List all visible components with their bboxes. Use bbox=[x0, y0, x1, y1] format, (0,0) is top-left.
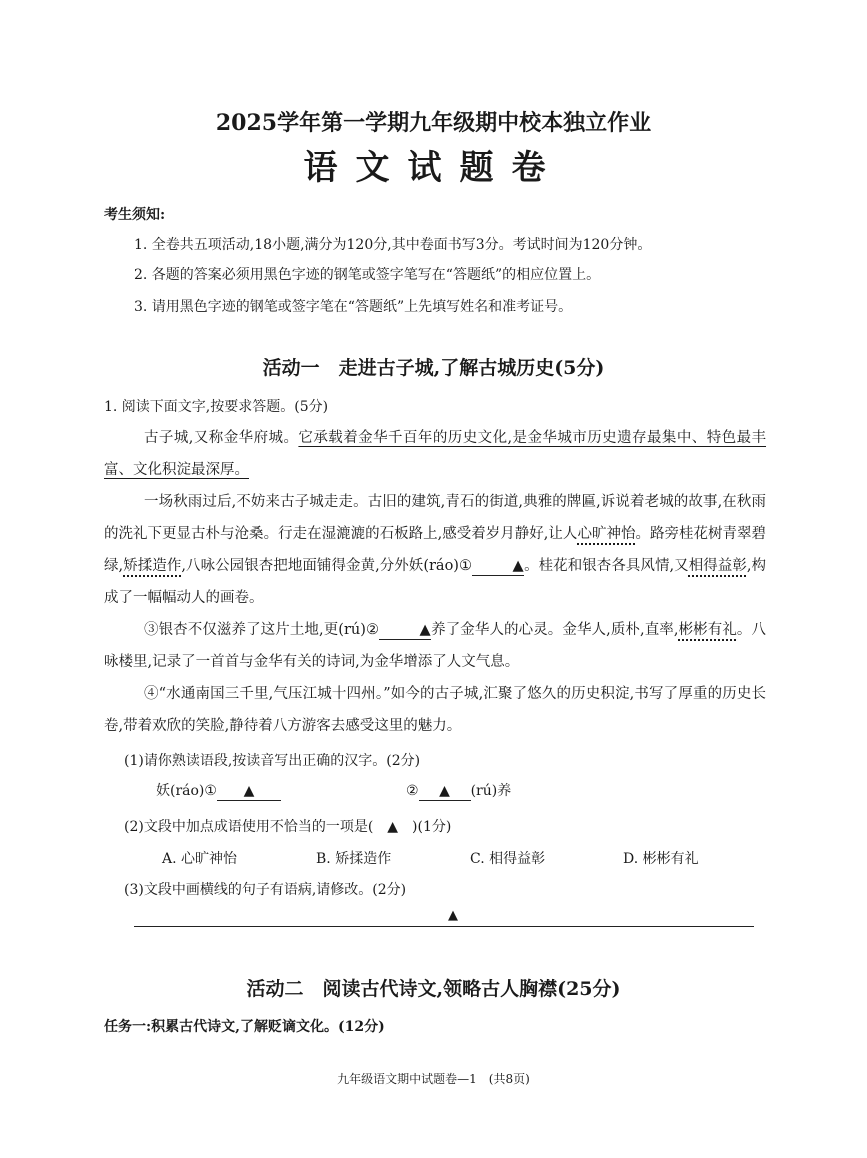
paragraph-text: 养了金华人的心灵。金华人,质朴,直率, bbox=[431, 622, 679, 638]
exam-title: 2025学年第一学期九年级期中校本独立作业 bbox=[215, 110, 652, 136]
dotted-idiom: 矫揉造作 bbox=[123, 558, 182, 574]
paragraph-text: 一场秋雨过后,不妨来古子城走走。古旧的建筑,青石的街道,典雅的牌匾,诉说着老城的故事,在秋雨的洗礼下更显古朴与沧桑。行走在湿漉漉的石板路上,感受着岁月静好,让人 bbox=[104, 494, 766, 542]
section-heading-1: 活动一 走进古子城,了解古城历史(5分) bbox=[262, 357, 605, 379]
answer-blank: ▲ bbox=[379, 621, 431, 640]
dotted-idiom: 彬彬有礼 bbox=[678, 622, 737, 638]
paragraph-1 bbox=[104, 422, 766, 486]
underlined-sentence: 它承载着金华千百年的历史文化,是金华城市历史遗存最集中、特色最丰富、文化积淀最深厚。 bbox=[104, 430, 767, 478]
dotted-idiom: 心旷神怡 bbox=[577, 526, 636, 542]
paragraph-text: 。路旁桂花树青翠碧绿, bbox=[104, 526, 767, 574]
sub-question-3: (3)文段中画横线的句子有语病,请修改。(2分) bbox=[124, 882, 407, 898]
page-footer: 九年级语文期中试题卷—1 (共8页) bbox=[337, 1072, 530, 1086]
task-heading: 任务一:积累古代诗文,了解贬谪文化。(12分) bbox=[104, 1019, 385, 1035]
answer-mark: ▲ bbox=[448, 908, 458, 923]
answer-blank: ▲ bbox=[472, 557, 524, 576]
notice-heading: 考生须知: bbox=[104, 207, 166, 223]
paragraph-text: 。桂花和银杏各具风情,又 bbox=[524, 558, 689, 574]
question-1: 1. 阅读下面文字,按要求答题。(5分) bbox=[104, 399, 329, 415]
sub-question-text: (rú)养 bbox=[470, 783, 512, 799]
notice-item: 3. 请用黑色字迹的钢笔或签字笔在“答题纸”上先填写姓名和准考证号。 bbox=[134, 299, 573, 315]
section-heading-2: 活动二 阅读古代诗文,领略古人胸襟(25分) bbox=[246, 978, 621, 1000]
sub-question-1b bbox=[406, 780, 511, 801]
answer-line bbox=[134, 926, 754, 927]
sub-question-1a bbox=[156, 780, 281, 801]
option-a: A. 心旷神怡 bbox=[162, 851, 238, 867]
sub-question-2: (2)文段中加点成语使用不恰当的一项是( ▲ )(1分) bbox=[124, 819, 452, 835]
answer-blank: ▲ bbox=[419, 782, 471, 801]
answer-blank: ▲ bbox=[217, 782, 281, 801]
paragraph-text: 。八咏楼里,记录了一首首与金华有关的诗词,为金华增添了人文气息。 bbox=[104, 622, 767, 670]
dotted-idiom: 相得益彰 bbox=[688, 558, 747, 574]
paragraph-text: ,构成了一幅幅动人的画卷。 bbox=[104, 558, 767, 606]
paragraph-text: 古子城,又称金华府城。 bbox=[144, 430, 299, 446]
option-d: D. 彬彬有礼 bbox=[623, 851, 699, 867]
paragraph-3 bbox=[104, 614, 766, 678]
subject-title: 语文试题卷 bbox=[303, 148, 564, 188]
paragraph-4: ④“水通南国三千里,气压江城十四州。”如今的古子城,汇聚了悠久的历史积淀,书写了厚重的历史长卷,带着欢欣的笑脸,静待着八方游客去感受这里的魅力。 bbox=[104, 686, 766, 734]
sub-question-text: ② bbox=[406, 783, 419, 799]
notice-item: 2. 各题的答案必须用黑色字迹的钢笔或签字笔写在“答题纸”的相应位置上。 bbox=[134, 267, 601, 283]
paragraph-text: ,八咏公园银杏把地面铺得金黄,分外妖(ráo)① bbox=[181, 558, 473, 574]
paragraph-text: ③银杏不仅滋养了这片土地,更(rú)② bbox=[144, 622, 380, 638]
sub-question-text: 妖(ráo)① bbox=[156, 783, 217, 799]
paragraph-2 bbox=[104, 486, 766, 614]
option-b: B. 矫揉造作 bbox=[316, 851, 392, 867]
notice-item: 1. 全卷共五项活动,18小题,满分为120分,其中卷面书写3分。考试时间为120分钟。 bbox=[134, 237, 652, 253]
sub-question-1: (1)请你熟读语段,按读音写出正确的汉字。(2分) bbox=[124, 753, 421, 769]
option-c: C. 相得益彰 bbox=[470, 851, 546, 867]
